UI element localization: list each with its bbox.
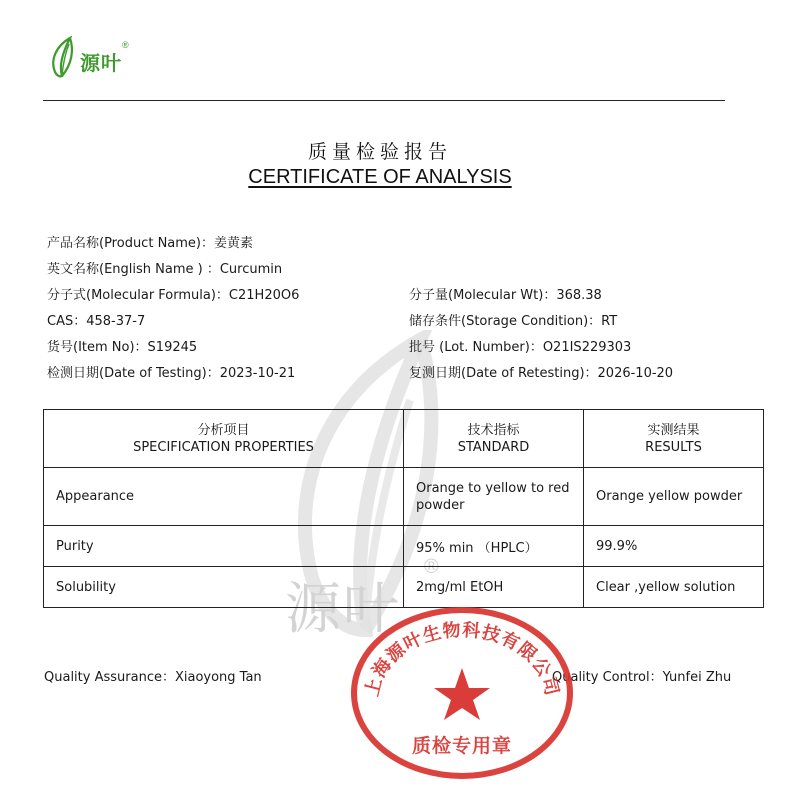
storage-condition: 储存条件(Storage Condition)：RT: [409, 314, 618, 329]
quality-assurance: Quality Assurance：Xiaoyong Tan: [44, 670, 262, 685]
molecular-formula: 分子式(Molecular Formula)：C21H20O6: [47, 288, 300, 303]
title-english: CERTIFICATE OF ANALYSIS: [248, 166, 512, 188]
row-solubility-result: Clear ,yellow solution: [584, 567, 764, 608]
row-appearance-standard: [404, 468, 584, 526]
specification-table: [43, 409, 764, 608]
row-appearance-result: Orange yellow powder: [584, 468, 764, 526]
watermark-text: 源叶: [285, 577, 401, 642]
item-number: 货号(Item No)：S19245: [47, 340, 198, 355]
company-seal-stamp: [348, 604, 576, 782]
row-purity-result: 99.9%: [584, 526, 764, 567]
company-logo: [50, 36, 129, 78]
table-header-row: [44, 410, 764, 468]
stamp-company-name: 上海源叶生物科技有限公司: [361, 619, 563, 699]
row-appearance-standard-line1: Orange to yellow to red: [416, 480, 570, 496]
header-specification-en: SPECIFICATION PROPERTIES: [133, 439, 314, 455]
row-appearance-property: Appearance: [44, 468, 404, 526]
lot-number: 批号 (Lot. Number)：O21IS229303: [409, 340, 632, 355]
table-row: [44, 526, 764, 567]
table-row: [44, 567, 764, 608]
cas-number: CAS：458-37-7: [47, 314, 146, 329]
quality-control: Quality Control：Yunfei Zhu: [552, 670, 732, 685]
row-solubility-property: Solubility: [44, 567, 404, 608]
header-divider: [43, 100, 725, 101]
date-of-testing: 检测日期(Date of Testing)：2023-10-21: [47, 366, 296, 381]
table-row: [44, 468, 764, 526]
row-purity-property: Purity: [44, 526, 404, 567]
watermark-registered-mark: ®: [424, 556, 439, 578]
molecular-weight: 分子量(Molecular Wt)：368.38: [409, 288, 602, 303]
header-results-en: RESULTS: [645, 439, 702, 455]
row-solubility-standard: 2mg/ml EtOH: [404, 567, 584, 608]
leaf-logo-icon: [50, 36, 76, 78]
date-of-retesting: 复测日期(Date of Retesting)：2026-10-20: [409, 366, 674, 381]
row-purity-standard: 95% min （HPLC）: [404, 526, 584, 567]
header-results-cn: 实测结果: [647, 422, 700, 438]
logo-text: 源叶: [80, 50, 122, 75]
logo-registered-mark: ®: [122, 40, 129, 50]
header-standard-cn: 技术指标: [467, 422, 520, 438]
header-standard-en: STANDARD: [457, 439, 530, 455]
row-appearance-standard-line2: powder: [416, 497, 465, 513]
header-standard: [404, 410, 584, 468]
product-name: 产品名称(Product Name)：姜黄素: [47, 236, 253, 251]
stamp-label: 质检专用章: [411, 735, 513, 757]
header-results: [584, 410, 764, 468]
title-chinese: 质量检验报告: [307, 141, 452, 163]
english-name: 英文名称(English Name ) ：Curcumin: [47, 262, 283, 277]
header-specification-cn: 分析项目: [197, 422, 250, 438]
stamp-star-icon: [434, 668, 490, 720]
header-specification: [44, 410, 404, 468]
